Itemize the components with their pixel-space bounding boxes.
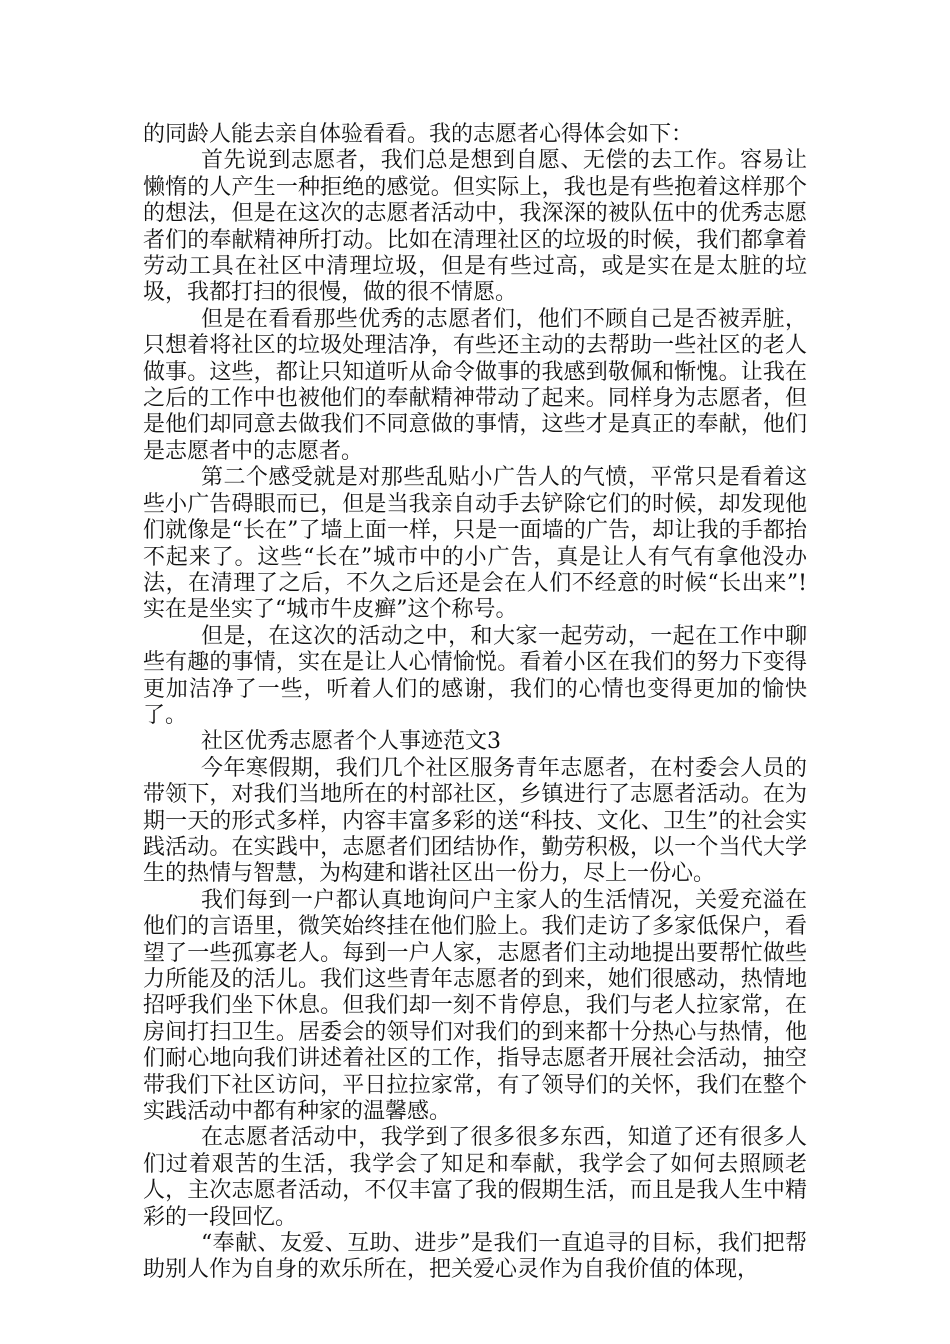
paragraph: 第二个感受就是对那些乱贴小广告人的气愤，平常只是看着这些小广告碍眼而已，但是当我亲自动手去铲除它们的时候，却发现他们就像是“长在”了墙上面一样，只是一面墙的广告，却让我的手都抬不起来了。这些“长在”城市中的小广告，真是让人有气有拿他没办法，在清理了之后，不久之后还是会在人们不经意的时候“长出来”!实在是坐实了“城市牛皮癣”这个称号。 bbox=[143, 465, 807, 623]
paragraph: 但是在看看那些优秀的志愿者们，他们不顾自己是否被弄脏，只想着将社区的垃圾处理洁净，有些还主动的去帮助一些社区的老人做事。这些，都让只知道听从命令做事的我感到敬佩和惭愧。让我在之后的工作中也被他们的奉献精神带动了起来。同样身为志愿者，但是他们却同意去做我们不同意做的事情，这些才是真正的奉献，他们是志愿者中的志愿者。 bbox=[143, 306, 807, 464]
paragraph: 我们每到一户都认真地询问户主家人的生活情况，关爱充溢在他们的言语里，微笑始终挂在他们脸上。我们走访了多家低保户，看望了一些孤寡老人。每到一户人家，志愿者们主动地提出要帮忙做些力所能及的活儿。我们这些青年志愿者的到来，她们很感动，热情地招呼我们坐下休息。但我们却一刻不肯停息，我们与老人拉家常，在房间打扫卫生。居委会的领导们对我们的到来都十分热心与热情，他们耐心地向我们讲述着社区的工作，指导志愿者开展社会活动，抽空带我们下社区访问，平日拉拉家常，有了领导们的关怀，我们在整个实践活动中都有种家的温馨感。 bbox=[143, 887, 807, 1125]
paragraph: 但是，在这次的活动之中，和大家一起劳动，一起在工作中聊些有趣的事情，实在是让人心情愉悦。看着小区在我们的努力下变得更加洁净了一些，听着人们的感谢，我们的心情也变得更加的愉快了。 bbox=[143, 623, 807, 728]
paragraph-continuation: 的同龄人能去亲自体验看看。我的志愿者心得体会如下： bbox=[143, 122, 694, 147]
paragraph: 首先说到志愿者，我们总是想到自愿、无偿的去工作。容易让懒惰的人产生一种拒绝的感觉。但实际上，我也是有些抱着这样那个的想法，但是在这次的志愿者活动中，我深深的被队伍中的优秀志愿者们的奉献精神所打动。比如在清理社区的垃圾的时候，我们都拿着劳动工具在社区中清理垃圾，但是有些过高，或是实在是太脏的垃圾，我都打扫的很慢，做的很不情愿。 bbox=[143, 148, 807, 306]
paragraph: 在志愿者活动中，我学到了很多很多东西，知道了还有很多人们过着艰苦的生活，我学会了知足和奉献，我学会了如何去照顾老人，主次志愿者活动，不仅丰富了我的假期生活，而且是我人生中精彩的一段回忆。 bbox=[143, 1125, 807, 1230]
section-heading: 社区优秀志愿者个人事迹范文3 bbox=[201, 729, 501, 755]
paragraph: “奉献、友爱、互助、进步”是我们一直追寻的目标，我们把帮助别人作为自身的欢乐所在，把关爱心灵作为自我价值的体现， bbox=[143, 1231, 807, 1283]
document-body bbox=[143, 122, 807, 1284]
paragraph: 今年寒假期，我们几个社区服务青年志愿者，在村委会人员的带领下，对我们当地所在的村部社区，乡镇进行了志愿者活动。在为期一天的形式多样，内容丰富多彩的送“科技、文化、卫生”的社会实践活动。在实践中，志愿者们团结协作，勤劳积极，以一个当代大学生的热情与智慧，为构建和谐社区出一份力，尽上一份心。 bbox=[143, 755, 807, 887]
